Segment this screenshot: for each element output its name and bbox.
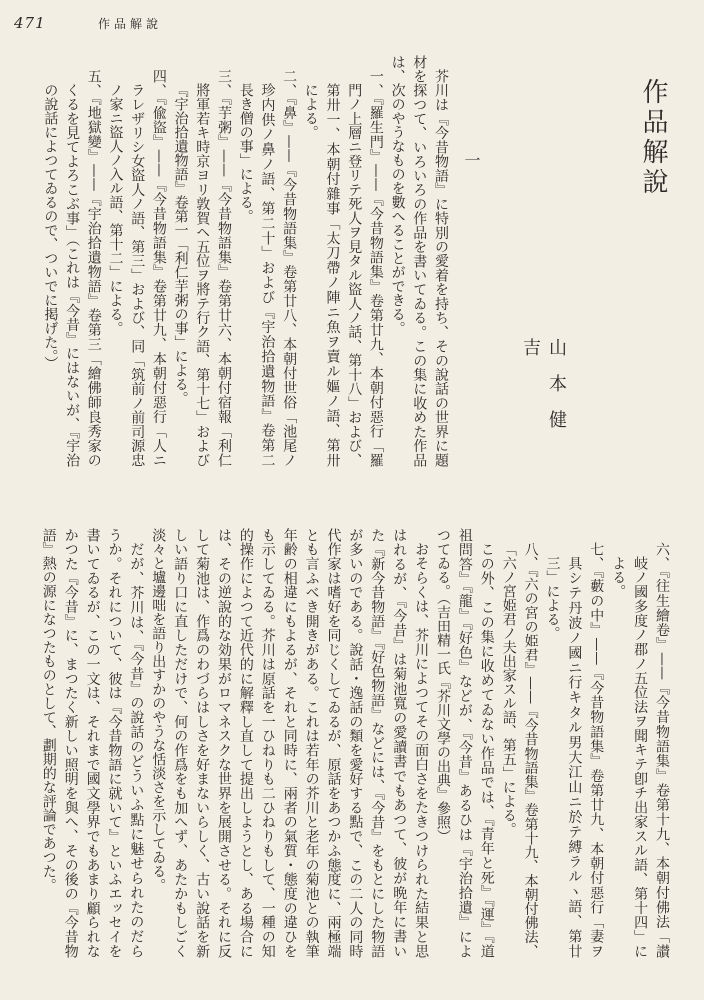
text-column: 書いてゐるが、この一文は、それまで國文學界でもあまり顧られな xyxy=(84,528,101,958)
text-column: による。 xyxy=(302,83,319,139)
text-column: 具シテ丹波ノ國ニ行キタル男大江山ニ於テ縛ラルヽ語、第廿 xyxy=(566,556,583,958)
text-column: ラレザリシ女盜人ノ語、第三」および、同「筑前ノ前司源忠 xyxy=(129,83,146,467)
text-column: 淡々と壚邊咄を語り出すかのやうな恬淡さを示してゐる。 xyxy=(150,528,167,892)
text-column: は、次のやうなものを數へることができる。 xyxy=(389,55,406,335)
text-column: うか。それについて、彼は『今昔物語に就いて』といふエッセイを xyxy=(106,528,123,958)
section-number: 一 xyxy=(462,152,481,168)
text-column: つてゐる。（吉田精一氏『芥川文學の出典』參照） xyxy=(435,528,451,843)
text-column: た『新今昔物語』『好色物語』などには、『今昔』をもとにした物語 xyxy=(369,528,386,958)
text-column: 第卅一、本朝付雜事「太刀帶ノ陣ニ魚ヲ賣ル嫗ノ語、第卅 xyxy=(324,83,341,467)
text-column: 五、『地獄變』——『宇治拾遺物語』卷第三「繪佛師良秀家の xyxy=(85,69,102,467)
text-column: 代作家は嗜好を同じくしてゐるが、原話をあつかふ態度に、兩極端 xyxy=(325,528,342,958)
text-column: して菊池は、作爲のわづらはしさを好まないらしく、古い說話を新 xyxy=(194,528,211,958)
article-title: 作品解說 xyxy=(638,78,668,198)
text-column: 三」による。 xyxy=(544,556,561,640)
text-column: は、その逆說的な効果がロマネスクな世界を展開させる。それに反 xyxy=(216,528,232,958)
text-column: よる。 xyxy=(610,556,627,598)
page-number: 471 xyxy=(14,14,46,32)
text-column: 「六ノ宮姫君ノ夫出家スル語、第五」による。 xyxy=(500,542,517,836)
text-column: 二、『鼻』——『今昔物語集』卷第廿八、本朝付世俗「池尾ノ xyxy=(281,69,298,467)
running-title: 作品解說 xyxy=(98,17,163,31)
text-column: 三、『芋粥』——『今昔物語集』卷第廿六、本朝付宿報「利仁 xyxy=(216,69,232,467)
text-column: 長き僧の事」による。 xyxy=(237,83,254,223)
text-column: 珍内供ノ鼻ノ語、第二十」および『宇治拾遺物語』卷第二 xyxy=(259,83,276,467)
text-column: 門ノ上層ニ登リテ死人ヲ見タル盜人ノ話、第十八」および、 xyxy=(346,83,363,467)
text-column: とも言ふべき開きがある。これは若年の芥川と老年の菊池との執筆 xyxy=(303,528,320,958)
text-column: しい語り口に直しただけで、何の作爲をも加へず、あたかもしごく xyxy=(172,528,189,958)
text-column: ノ家ニ盜人ノ入ル語、第十二」による。 xyxy=(107,83,124,335)
text-column: この外、この集に收めてゐない作品では、『青年と死』『運』『道 xyxy=(478,542,495,958)
text-column: 一、『羅生門』——『今昔物語集』卷第廿九、本朝付惡行「羅 xyxy=(367,69,384,467)
text-column: の說話によつてゐるので、ついでに掲げた。） xyxy=(42,83,59,370)
text-column: 材を探つて、いろいろの作品を書いてゐる。この集に收めた作品 xyxy=(411,55,428,467)
text-column: が多いのである。說話・逸話の類を愛好する點で、この二人の同時 xyxy=(347,528,364,958)
text-column: 將軍若キ時京ヨリ敦賀ヘ五位ヲ將テ行ク語、第十七」および xyxy=(194,83,211,467)
author-name: 山本健吉 xyxy=(520,338,567,446)
text-column: 年齢の相違にもよるが、それと同時に、兩者の氣質・態度の違ひを xyxy=(281,528,298,958)
text-column: くるを見てよろこぶ事」（これは『今昔』にはないが、『宇治 xyxy=(64,83,81,467)
text-column: かつた『今昔』に、まつたく新しい照明を與へ、その後の『今昔物 xyxy=(62,528,79,958)
text-column: 芥川は『今昔物語』に特別の愛着を持ち、その說話の世界に題 xyxy=(433,69,449,467)
text-column: 語』熱の源になつたものとして、劃期的な評論であつた。 xyxy=(40,528,57,892)
text-column: 七、『藪の中』——『今昔物語集』卷第廿九、本朝付惡行「妻ヲ xyxy=(588,542,605,958)
text-column: 岐ノ國多度ノ郡ノ五位法ヲ聞キテ卽チ出家スル語、第十四」に xyxy=(632,556,649,958)
text-column: おそらくは、芥川によつてその面白さをたきつけられた結果と思 xyxy=(413,542,430,958)
text-column: だが、芥川は、『今昔』の說話のどういふ點に魅せられたのだら xyxy=(128,542,145,958)
text-column: 的操作によつて近代的に解釋し直して提出しようとし、ある場合に xyxy=(237,528,254,958)
text-column: 六、『往生繪卷』——『今昔物語集』卷第十九、本朝付佛法「讃 xyxy=(654,542,670,958)
text-column: 祖問答』『龍』『好色』などが、『今昔』あるひは『宇治拾遺』によ xyxy=(456,528,473,958)
text-column: はれるが、『今昔』は菊池寬の愛讀書でもあつて、彼が晩年に書い xyxy=(391,528,408,958)
text-column: 四、『偸盜』——『今昔物語集』卷第廿九、本朝付惡行「人ニ xyxy=(150,69,167,467)
text-column: も示してゐる。芥川は原話を一ひねりも二ひねりもして、一種の知 xyxy=(259,528,276,958)
text-column: 八、『六の宮の姫君』——『今昔物語集』卷第十九、本朝付佛法、 xyxy=(522,542,539,958)
text-column: 『宇治拾遺物語』卷第一「利仁芋粥の事」による。 xyxy=(172,83,189,405)
